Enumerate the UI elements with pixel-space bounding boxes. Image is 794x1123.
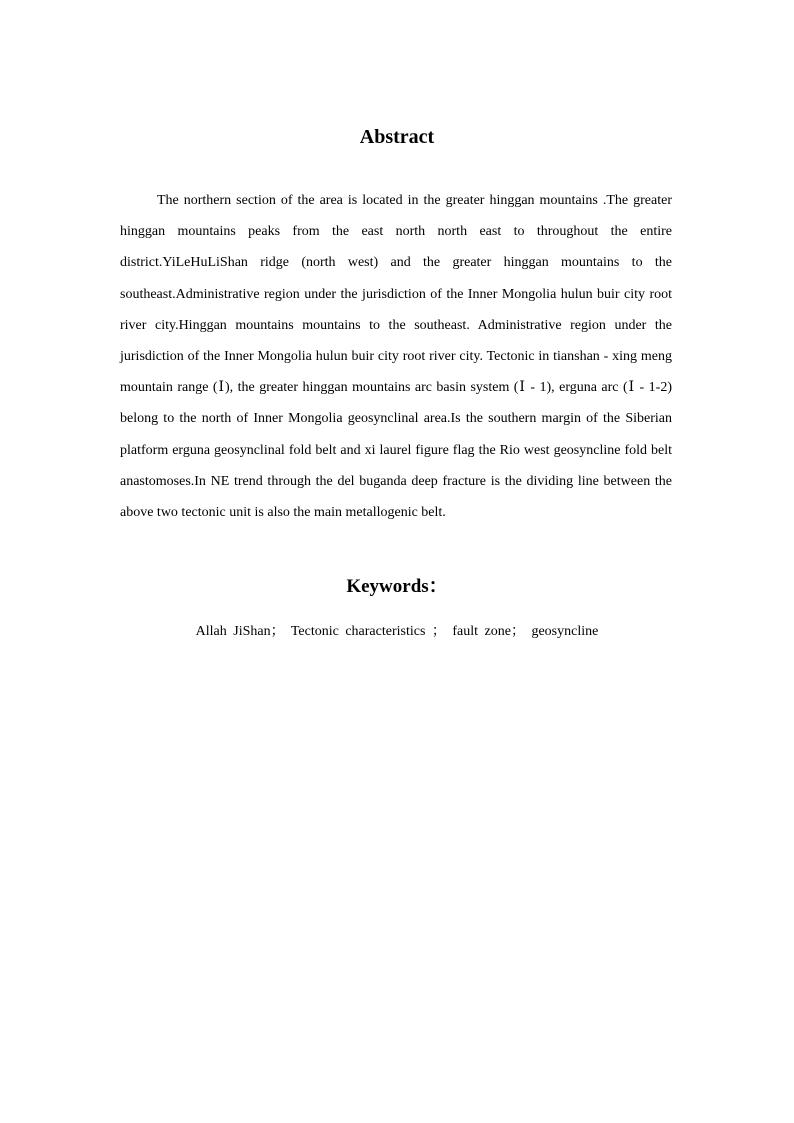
keywords-list: Allah JiShan； Tectonic characteristics ； fault zone； geosyncline: [195, 624, 599, 639]
keywords-title: Keywords：: [346, 576, 448, 597]
abstract-body: The northern section of the area is located in the greater hinggan mountains .The greater hinggan mountains peaks from the east north north east to throughout the entire district.YiLeHuLiShan ridge (north west) and the greater hinggan mountains to the southeast.Administrative region under the jurisdiction of the Inner Mongolia hulun buir city root river city.Hinggan mountains mountains to the southeast. Administrative region under the jurisdiction of the Inner Mongolia hulun buir city root river city. Tectonic in tianshan - xing meng mountain range (Ⅰ), the greater hinggan mountains arc basin system (Ⅰ - 1), erguna arc (Ⅰ - 1-2) belong to the north of Inner Mongolia geosynclinal area.Is the southern margin of the Siberian platform erguna geosynclinal fold belt and xi laurel figure flag the Rio west geosyncline fold belt anastomoses.In NE trend through the del buganda deep fracture is the dividing line between the above two tectonic unit is also the main metallogenic belt.: [120, 193, 672, 521]
abstract-title: Abstract: [359, 126, 435, 148]
